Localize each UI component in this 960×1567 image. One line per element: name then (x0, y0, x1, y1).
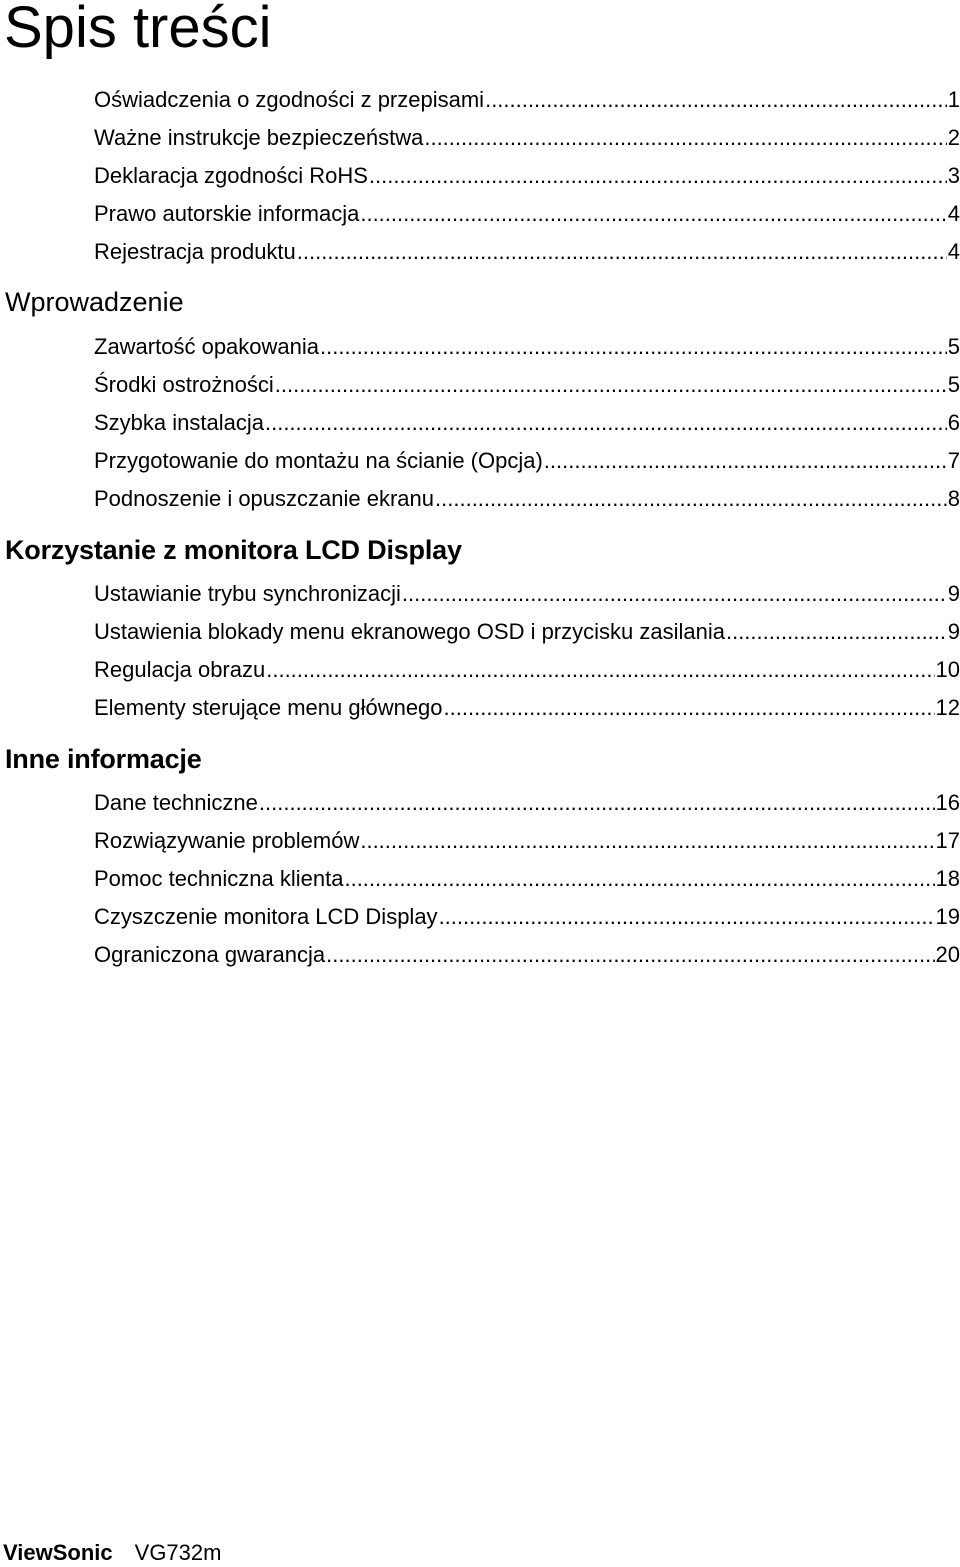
dot-leader (320, 331, 947, 363)
toc-entry[interactable] (94, 901, 960, 933)
toc-entry[interactable] (94, 483, 960, 515)
toc-entry-page-number: 10 (935, 657, 960, 682)
toc-entry-title: Regulacja obrazu (94, 657, 266, 682)
toc-entry[interactable] (94, 236, 960, 268)
toc-entry[interactable] (94, 578, 960, 610)
toc-entry-title: Elementy sterujące menu głównego (94, 695, 443, 720)
toc-entry-title: Dane techniczne (94, 790, 258, 815)
toc-entry-page-number: 4 (947, 201, 960, 226)
toc-entry-page-number: 5 (947, 372, 960, 397)
toc-entry-title: Szybka instalacja (94, 410, 264, 435)
toc-entry-title: Rejestracja produktu (94, 239, 296, 264)
toc-entry-title: Ograniczona gwarancja (94, 942, 326, 967)
toc-entry-page-number: 18 (935, 866, 960, 891)
toc-entry-page-number: 6 (947, 410, 960, 435)
dot-leader (266, 654, 934, 686)
toc-entry-title: Środki ostrożności (94, 372, 274, 397)
dot-leader (439, 901, 935, 933)
toc-entry-page-number: 8 (947, 486, 960, 511)
toc-entry-page-number: 19 (935, 904, 960, 929)
dot-leader (360, 198, 946, 230)
dot-leader (444, 692, 935, 724)
footer-brand: ViewSonic (3, 1540, 113, 1565)
dot-leader (485, 84, 947, 116)
toc-entry-page-number: 12 (935, 695, 960, 720)
toc-entry-title: Czyszczenie monitora LCD Display (94, 904, 438, 929)
toc-entry-page-number: 9 (947, 619, 960, 644)
dot-leader (275, 369, 947, 401)
page-footer (3, 1539, 221, 1567)
section-heading: Korzystanie z monitora LCD Display (5, 535, 462, 565)
toc-entry-title: Podnoszenie i opuszczanie ekranu (94, 486, 435, 511)
dot-leader (344, 863, 934, 895)
toc-entry-page-number: 2 (947, 125, 960, 150)
dot-leader (297, 236, 947, 268)
toc-entry-page-number: 9 (947, 581, 960, 606)
toc-entry-page-number: 17 (935, 828, 960, 853)
toc-entry-title: Deklaracja zgodności RoHS (94, 163, 368, 188)
toc-entry[interactable] (94, 692, 960, 724)
toc-entry[interactable] (94, 84, 960, 116)
toc-entry[interactable] (94, 407, 960, 439)
toc-entry-title: Ustawienia blokady menu ekranowego OSD i przycisku zasilania (94, 619, 725, 644)
toc-entry-title: Pomoc techniczna klienta (94, 866, 344, 891)
toc-entry-title: Prawo autorskie informacja (94, 201, 360, 226)
section-heading: Inne informacje (5, 744, 202, 774)
toc-entry[interactable] (94, 369, 960, 401)
dot-leader (360, 825, 934, 857)
toc-entry[interactable] (94, 939, 960, 971)
toc-entry-page-number: 1 (947, 87, 960, 112)
toc-entry-page-number: 20 (935, 942, 960, 967)
toc-entry[interactable] (94, 654, 960, 686)
toc-entry-title: Zawartość opakowania (94, 334, 320, 359)
toc-entry-title: Oświadczenia o zgodności z przepisami (94, 87, 485, 112)
dot-leader (259, 787, 935, 819)
toc-entry[interactable] (94, 160, 960, 192)
toc-entry[interactable] (94, 787, 960, 819)
toc-entry-page-number: 16 (935, 790, 960, 815)
toc-entry[interactable] (94, 825, 960, 857)
toc-entry-title: Przygotowanie do montażu na ścianie (Opcja) (94, 448, 543, 473)
toc-entry-title: Rozwiązywanie problemów (94, 828, 360, 853)
dot-leader (726, 616, 947, 648)
dot-leader (544, 445, 947, 477)
toc-entry[interactable] (94, 331, 960, 363)
toc-entry-page-number: 7 (947, 448, 960, 473)
toc-entry-page-number: 4 (947, 239, 960, 264)
toc-entry-title: Ustawianie trybu synchronizacji (94, 581, 401, 606)
toc-entry[interactable] (94, 445, 960, 477)
dot-leader (435, 483, 947, 515)
dot-leader (369, 160, 947, 192)
dot-leader (424, 122, 946, 154)
dot-leader (265, 407, 947, 439)
section-heading: Wprowadzenie (5, 287, 184, 317)
toc-entry[interactable] (94, 122, 960, 154)
toc-entry-title: Ważne instrukcje bezpieczeństwa (94, 125, 424, 150)
dot-leader (402, 578, 947, 610)
page-title: Spis treści (4, 0, 272, 60)
toc-entry-page-number: 5 (947, 334, 960, 359)
dot-leader (326, 939, 934, 971)
toc-entry[interactable] (94, 616, 960, 648)
toc-entry[interactable] (94, 198, 960, 230)
toc-entry[interactable] (94, 863, 960, 895)
footer-model: VG732m (134, 1540, 222, 1565)
toc-entry-page-number: 3 (947, 163, 960, 188)
